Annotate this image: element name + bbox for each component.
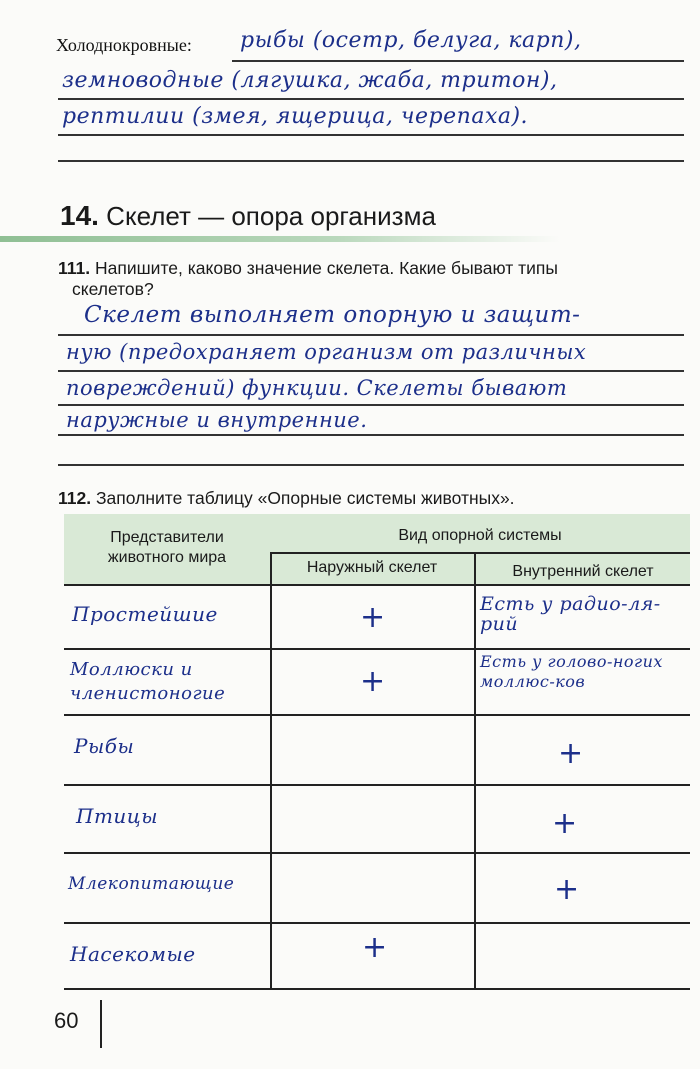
task-111-answer-line-3: повреждений) функции. Скелеты бывают: [66, 376, 568, 400]
row-animal-cell: Простейшие: [72, 602, 218, 626]
header-support-type: Вид опорной системы: [398, 527, 562, 544]
ruled-line: [58, 464, 684, 466]
page-number: 60: [54, 1008, 79, 1033]
ruled-line: [232, 60, 684, 62]
task-111-question: [58, 258, 698, 300]
row-internal-cell: +: [554, 872, 580, 907]
row-internal-cell: +: [552, 806, 578, 841]
row-animal-cell: Моллюски и членистоногие: [70, 659, 226, 704]
ruled-line: [58, 370, 684, 372]
support-systems-table: [64, 514, 690, 990]
cold-blooded-answer-line-3: рептилии (змея, ящерица, черепаха).: [62, 104, 529, 129]
table-row-border: [64, 648, 690, 650]
page-number-box: [34, 1000, 102, 1048]
section-underline-bar: [0, 236, 560, 242]
section-title: Скелет — опора организма: [106, 201, 436, 231]
table-row-border: [64, 784, 690, 786]
table-column-border: [270, 552, 272, 990]
ruled-line: [58, 98, 684, 100]
header-representatives: Представители животного мира: [107, 529, 227, 566]
ruled-line: [58, 404, 684, 406]
row-external-cell: +: [362, 930, 388, 965]
table-border: [64, 584, 690, 586]
row-animal-cell: Птицы: [76, 804, 159, 828]
row-animal-cell: Насекомые: [70, 942, 196, 966]
table-row-border: [64, 922, 690, 924]
row-internal-cell: Есть у голово-ногих моллюс-ков: [480, 652, 663, 691]
task-112-instruction: [58, 488, 515, 509]
row-internal-cell: Есть у радио-лярий: [480, 593, 661, 635]
task-111-question-line-2: скелетов?: [72, 279, 154, 299]
task-111-number: 111.: [58, 258, 91, 278]
header-internal-skeleton: Внутренний скелет: [512, 563, 654, 580]
task-111-question-line-1: Напишите, каково значение скелета. Какие бывают типы: [95, 258, 558, 278]
row-animal-cell: Рыбы: [74, 734, 135, 758]
cold-blooded-answer-line-2: земноводные (лягушка, жаба, тритон),: [62, 68, 558, 93]
table-row-border: [64, 988, 690, 990]
ruled-line: [58, 160, 684, 162]
task-111-answer-line-1: Скелет выполняет опорную и защит-: [84, 302, 581, 328]
section-heading: [60, 200, 436, 232]
task-112-text: Заполните таблицу «Опорные системы животных».: [95, 488, 515, 508]
ruled-line: [58, 434, 684, 436]
section-number: 14.: [60, 200, 99, 231]
table-column-border: [474, 552, 476, 990]
ruled-line: [58, 134, 684, 136]
cold-blooded-label: Холоднокровные:: [56, 35, 192, 55]
table-row-border: [64, 852, 690, 854]
table-border: [270, 552, 690, 554]
row-animal-cell: Млекопитающие: [68, 874, 235, 894]
row-external-cell: +: [360, 664, 386, 699]
task-111-answer-line-2: ную (предохраняет организм от различных: [66, 340, 587, 364]
ruled-line: [58, 334, 684, 336]
header-external-skeleton: Наружный скелет: [306, 559, 438, 576]
row-external-cell: +: [360, 600, 386, 635]
task-111-answer-line-4: наружные и внутренние.: [66, 408, 368, 432]
row-internal-cell: +: [558, 736, 584, 771]
task-112-number: 112.: [58, 488, 92, 508]
table-row-border: [64, 714, 690, 716]
cold-blooded-answer-line-1: рыбы (осетр, белуга, карп),: [240, 28, 582, 53]
